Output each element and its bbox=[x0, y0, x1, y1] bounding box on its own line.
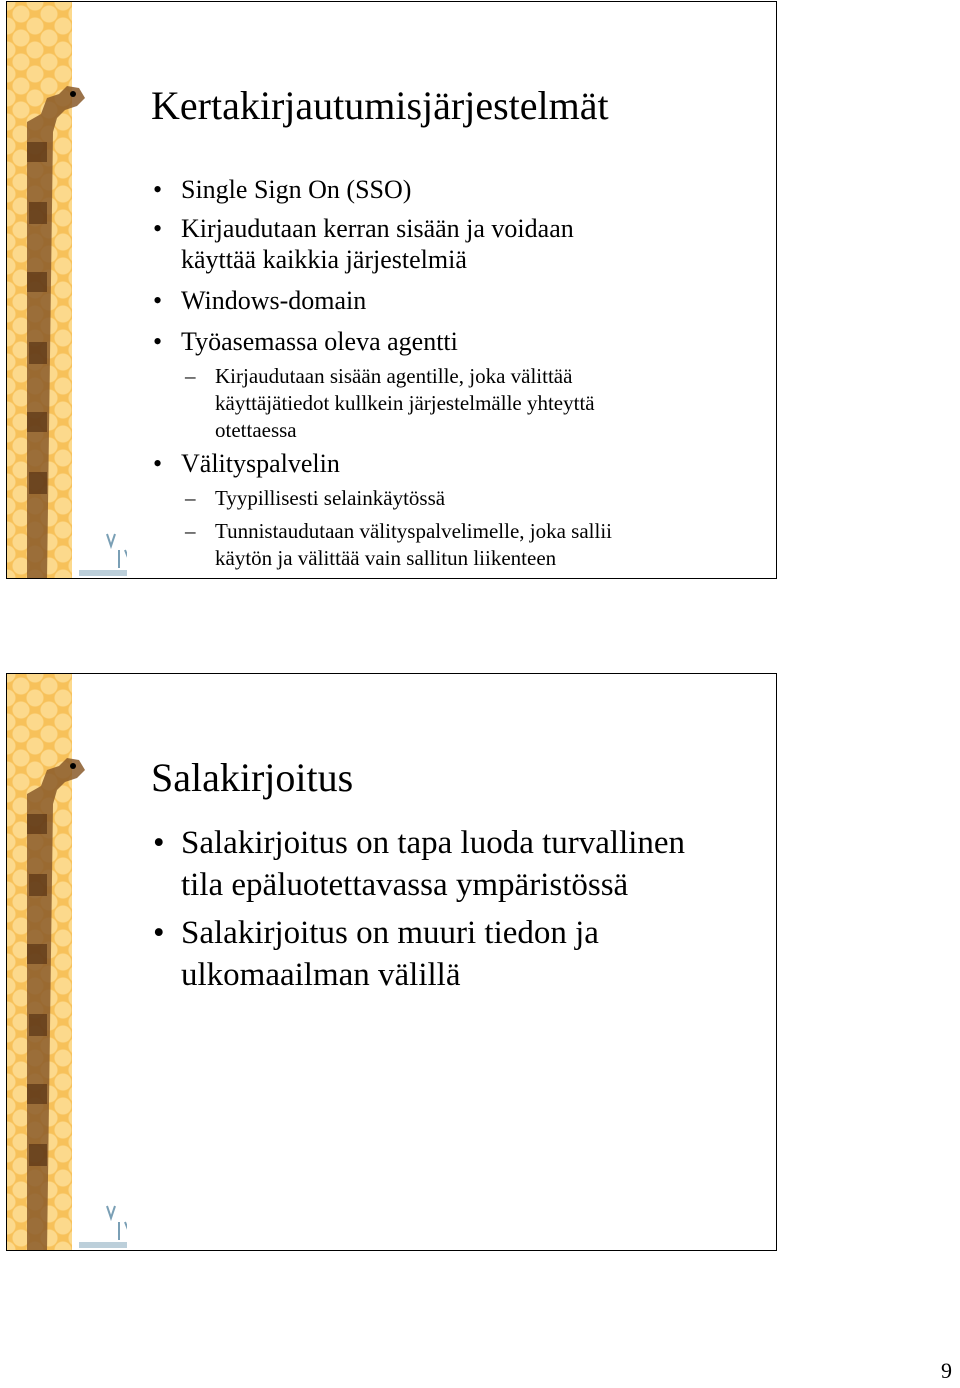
sub-bullet-agent-login bbox=[151, 363, 612, 444]
sub-bullet-proxy-auth bbox=[151, 518, 612, 572]
bullet-text-line: ulkomaailman välillä bbox=[181, 957, 461, 993]
bullet-encryption-wall bbox=[151, 912, 685, 996]
slide-1 bbox=[6, 1, 777, 579]
bullet-text-line: Kirjaudutaan kerran sisään ja voidaan bbox=[181, 214, 574, 243]
slide-2-bullet-list bbox=[151, 822, 685, 996]
sub-bullet-text-line: otettaessa bbox=[215, 418, 297, 442]
slide-1-title: Kertakirjautumisjärjestelmät bbox=[151, 83, 609, 128]
page-number: 9 bbox=[941, 1358, 952, 1383]
bullet-text-line: Salakirjoitus on tapa luoda turvallinen bbox=[181, 825, 686, 861]
sub-bullet-text-line: Kirjaudutaan sisään agentille, joka välittää bbox=[215, 364, 573, 388]
bullet-text-line: tila epäluotettavassa ympäristössä bbox=[181, 867, 629, 903]
tml-logo-icon bbox=[7, 674, 127, 1251]
slide-1-bullet-list bbox=[151, 174, 612, 572]
sub-bullet-text-line: käyttäjätiedot kullkein järjestelmälle yhteyttä bbox=[215, 391, 595, 415]
bullet-agent: • Työasemassa oleva agentti bbox=[151, 326, 612, 357]
decorative-strip bbox=[7, 674, 72, 1250]
sub-bullet-text-line: käytön ja välittää vain sallitun liikenteen bbox=[215, 546, 557, 570]
slide-2-title: Salakirjoitus bbox=[151, 755, 354, 800]
tml-logo-icon bbox=[7, 2, 127, 579]
bullet-text-line: Salakirjoitus on muuri tiedon ja bbox=[181, 915, 599, 951]
bullet-login-once bbox=[151, 213, 612, 275]
bullet-proxy: • Välityspalvelin bbox=[151, 448, 612, 479]
bullet-sso: • Single Sign On (SSO) bbox=[151, 174, 612, 205]
sub-bullet-text-line: Tunnistaudutaan välityspalvelimelle, joka sallii bbox=[215, 519, 613, 543]
sub-bullet-browser-use: – Tyypillisesti selainkäytössä bbox=[151, 485, 612, 512]
bullet-encryption-secure-space bbox=[151, 822, 685, 906]
bullet-windows-domain: • Windows-domain bbox=[151, 285, 612, 316]
bullet-text-line: käyttää kaikkia järjestelmiä bbox=[181, 245, 467, 274]
decorative-strip bbox=[7, 2, 72, 578]
slide-2 bbox=[6, 673, 777, 1251]
